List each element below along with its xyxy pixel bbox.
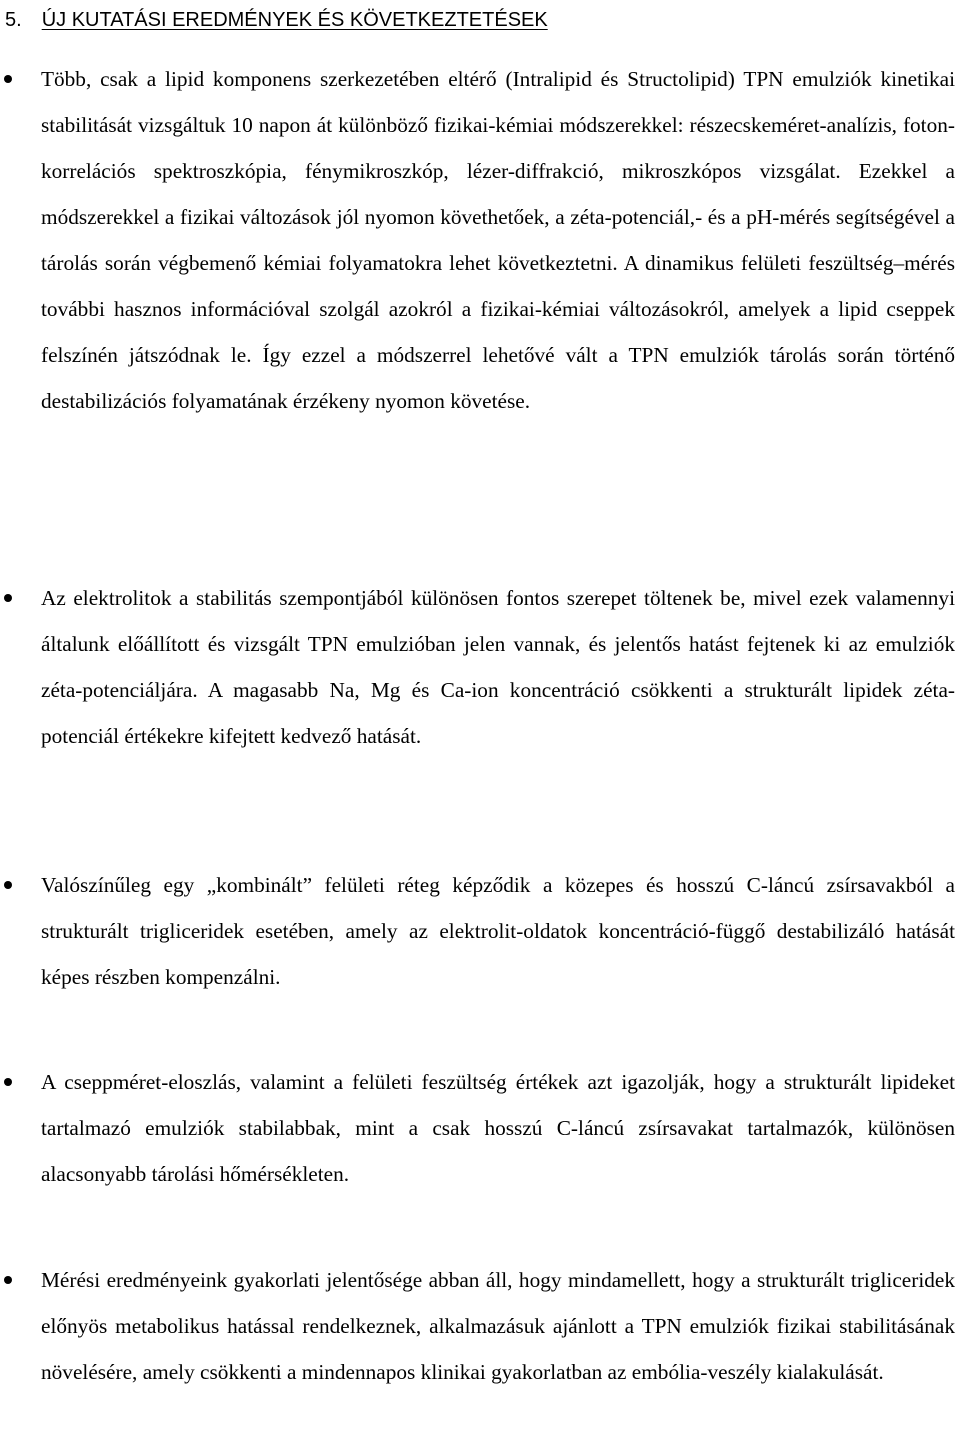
- bullet-icon: [4, 881, 12, 889]
- bullet-icon: [4, 75, 12, 83]
- bullet-icon: [4, 1078, 12, 1086]
- section-heading: [5, 6, 548, 34]
- section-title: ÚJ KUTATÁSI EREDMÉNYEK ÉS KÖVETKEZTETÉSEK: [41, 9, 548, 31]
- list-item-text: Az elektrolitok a stabilitás szempontjából különösen fontos szerepet töltenek be, mivel ezek valamennyi általunk előállított és vizsgált TPN emulzióban jelen vannak, és jelentős hatást fejtenek ki az emulziók zéta-potenciáljára. A magasabb Na, Mg és Ca-ion koncentráció csökkenti a strukturált lipidek zéta-potenciál értékekre kifejtett kedvező hatását.: [41, 586, 955, 748]
- bullet-icon: [4, 594, 12, 602]
- list-item-text: A cseppméret-eloszlás, valamint a felületi feszültség értékek azt igazolják, hogy a strukturált lipideket tartalmazó emulziók stabilabbak, mint a csak hosszú C-láncú zsírsavakat tartalmazók, különösen alacsonyabb tárolási hőmérsékleten.: [41, 1070, 955, 1186]
- list-item-text: Mérési eredményeink gyakorlati jelentősége abban áll, hogy mindamellett, hogy a strukturált trigliceridek előnyös metabolikus hatással rendelkeznek, alkalmazásuk ajánlott a TPN emulziók fizikai stabilitásának növelésére, amely csökkenti a mindennapos klinikai gyakorlatban az embólia-veszély kialakulását.: [41, 1268, 955, 1384]
- bullet-icon: [4, 1276, 12, 1284]
- section-number: 5.: [5, 9, 22, 31]
- list-item-text: Több, csak a lipid komponens szerkezetében eltérő (Intralipid és Structolipid) TPN emulziók kinetikai stabilitását vizsgáltuk 10 napon át különböző fizikai-kémiai módszerekkel: részecskeméret-analízis, foton-korrelációs spektroszkópia, fénymikroszkóp, lézer-diffrakció, mikroszkópos vizsgálat. Ezekkel a módszerekkel a fizikai változások jól nyomon követhetőek, a zéta-potenciál,- és a pH-mérés segítségével a tárolás során végbemenő kémiai folyamatokra lehet következtetni. A dinamikus felületi feszültség–mérés további hasznos információval szolgál azokról a fizikai-kémiai változásokról, amelyek a lipid cseppek felszínén játszódnak le. Így ezzel a módszerrel lehetővé vált a TPN emulziók tárolás során történő destabilizációs folyamatának érzékeny nyomon követése.: [41, 67, 955, 413]
- list-item-text: Valószínűleg egy „kombinált” felületi réteg képződik a közepes és hosszú C-láncú zsírsavakból a strukturált trigliceridek esetében, amely az elektrolit-oldatok koncentráció-függő destabilizáló hatását képes részben kompenzálni.: [41, 873, 955, 989]
